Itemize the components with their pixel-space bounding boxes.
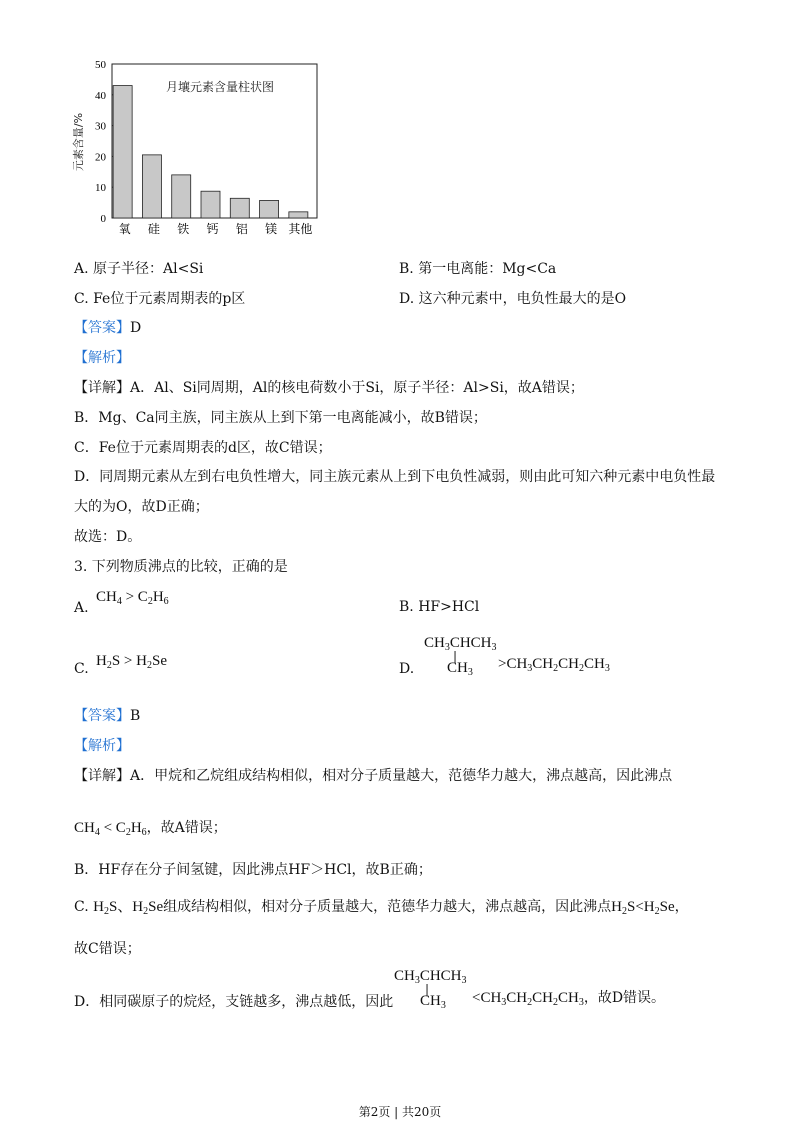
category-label: 氧 [118, 222, 131, 236]
q3-option-a-label: A. [74, 600, 89, 616]
q3-option-d-branch: $CH_3CHCH_3$ [424, 635, 497, 653]
q2-option-c: C. Fe位于元素周期表的p区 [74, 291, 246, 307]
q3-detail-a [74, 766, 672, 786]
detail-text: 组成结构相似，相对分子质量越大，范德华力越大，沸点越高，因此沸点 [163, 899, 612, 915]
lunar-soil-element-chart [68, 56, 328, 246]
detail-c-label: C. [74, 899, 89, 915]
q2-detail-a [74, 378, 584, 398]
q3-detail-d: D．相同碳原子的烷烃，支链越多，沸点越低，因此 [74, 994, 394, 1010]
detail-text: ，故D错误。 [583, 990, 666, 1006]
q3-detail-d-methyl: $CH_3$ [420, 993, 446, 1011]
q3-stem: 3. 下列物质沸点的比较，正确的是 [74, 559, 288, 575]
answer-tag: 【答案】 [74, 320, 130, 336]
q3-detail-d-tail [472, 988, 665, 1013]
q3-detail-d-bond: | [425, 982, 430, 996]
answer-tag: 【答案】 [74, 708, 130, 724]
bar-6 [289, 212, 308, 218]
category-label: 镁 [265, 222, 278, 236]
q3-option-d-bond: | [453, 649, 458, 663]
q3-option-c-formula: $H_2S > H_2Se$ [96, 653, 167, 671]
q2-detail-b: B．Mg、Ca同主族，同主族从上到下第一电离能减小，故B错误； [74, 410, 487, 426]
answer-value: D [130, 320, 142, 336]
bar-2 [172, 175, 191, 218]
page-footer: 第2页 | 共20页 [358, 1105, 442, 1119]
detail-tag: 【详解】 [74, 768, 130, 784]
category-label: 硅 [147, 222, 160, 236]
category-label: 铝 [235, 222, 248, 236]
q3-answer [74, 706, 140, 726]
y-tick-label: 30 [95, 120, 106, 133]
q3-option-a-formula: $CH_4 > C_2H_6$ [96, 589, 169, 607]
bar-0 [113, 86, 132, 218]
q3-analysis-tag: 【解析】 [74, 738, 130, 754]
q2-detail-d2: 大的为O，故D正确； [74, 499, 209, 515]
q3-option-c-label: C. [74, 661, 89, 677]
q3-detail-b: B．HF存在分子间氢键，因此沸点HF＞HCl，故B正确； [74, 862, 432, 878]
category-label: 铁 [177, 222, 190, 236]
formula: $<CH_3CH_2CH_2CH_3$ [472, 990, 584, 1008]
y-tick-label: 20 [95, 151, 106, 164]
q3-detail-c2: 故C错误； [74, 941, 141, 957]
category-label: 其他 [288, 222, 313, 236]
y-tick-label: 10 [95, 182, 106, 195]
q2-option-b: B. 第一电离能：Mg<Ca [399, 261, 557, 277]
formula: $CH_4 < C_2H_6$ [74, 820, 147, 838]
detail-text: A．Al、Si同周期，Al的核电荷数小于Si，原子半径：Al>Si，故A错误； [130, 380, 584, 396]
q2-analysis-tag: 【解析】 [74, 350, 130, 366]
q2-option-a: A. 原子半径：Al<Si [74, 261, 204, 277]
formula: $H_2S<H_2Se$ [611, 899, 675, 917]
q3-detail-c [74, 897, 689, 922]
bar-1 [142, 155, 161, 218]
q3-option-d-linear: $>CH_3CH_2CH_2CH_3$ [498, 656, 610, 674]
detail-text: A．甲烷和乙烷组成结构相似，相对分子质量越大，范德华力越大，沸点越高，因此沸点 [130, 768, 673, 784]
detail-tag: 【详解】 [74, 380, 130, 396]
bar-3 [201, 191, 220, 218]
bar-5 [260, 200, 279, 218]
q3-detail-d-branch: $CH_3CHCH_3$ [394, 968, 467, 986]
q2-detail-c: C．Fe位于元素周期表的d区，故C错误； [74, 440, 332, 456]
detail-text: ， [674, 899, 689, 915]
q3-detail-a-formula-line [74, 818, 227, 843]
q3-option-b: B. HF>HCl [399, 599, 480, 615]
q3-option-d-methyl: $CH_3$ [447, 660, 473, 678]
y-tick-label: 40 [95, 89, 106, 102]
formula: $H_2S$、$H_2Se$ [93, 899, 164, 917]
y-tick-label: 50 [95, 59, 106, 71]
chart-title: 月壤元素含量柱状图 [165, 80, 275, 94]
chart-ylabel: 元素含量/% [72, 112, 85, 172]
q2-detail-d1: D．同周期元素从左到右电负性增大，同主族元素从上到下电负性减弱，则由此可知六种元素中电负性最 [74, 469, 716, 485]
detail-text: ，故A错误； [146, 820, 227, 836]
q2-option-d: D. 这六种元素中，电负性最大的是O [399, 291, 627, 307]
q3-option-d-label: D. [399, 661, 415, 677]
y-tick-label: 0 [100, 213, 106, 225]
q2-choice: 故选：D。 [74, 529, 142, 545]
q2-answer [74, 318, 141, 338]
bar-4 [230, 198, 249, 218]
answer-value: B [130, 708, 141, 724]
category-label: 钙 [206, 222, 219, 236]
